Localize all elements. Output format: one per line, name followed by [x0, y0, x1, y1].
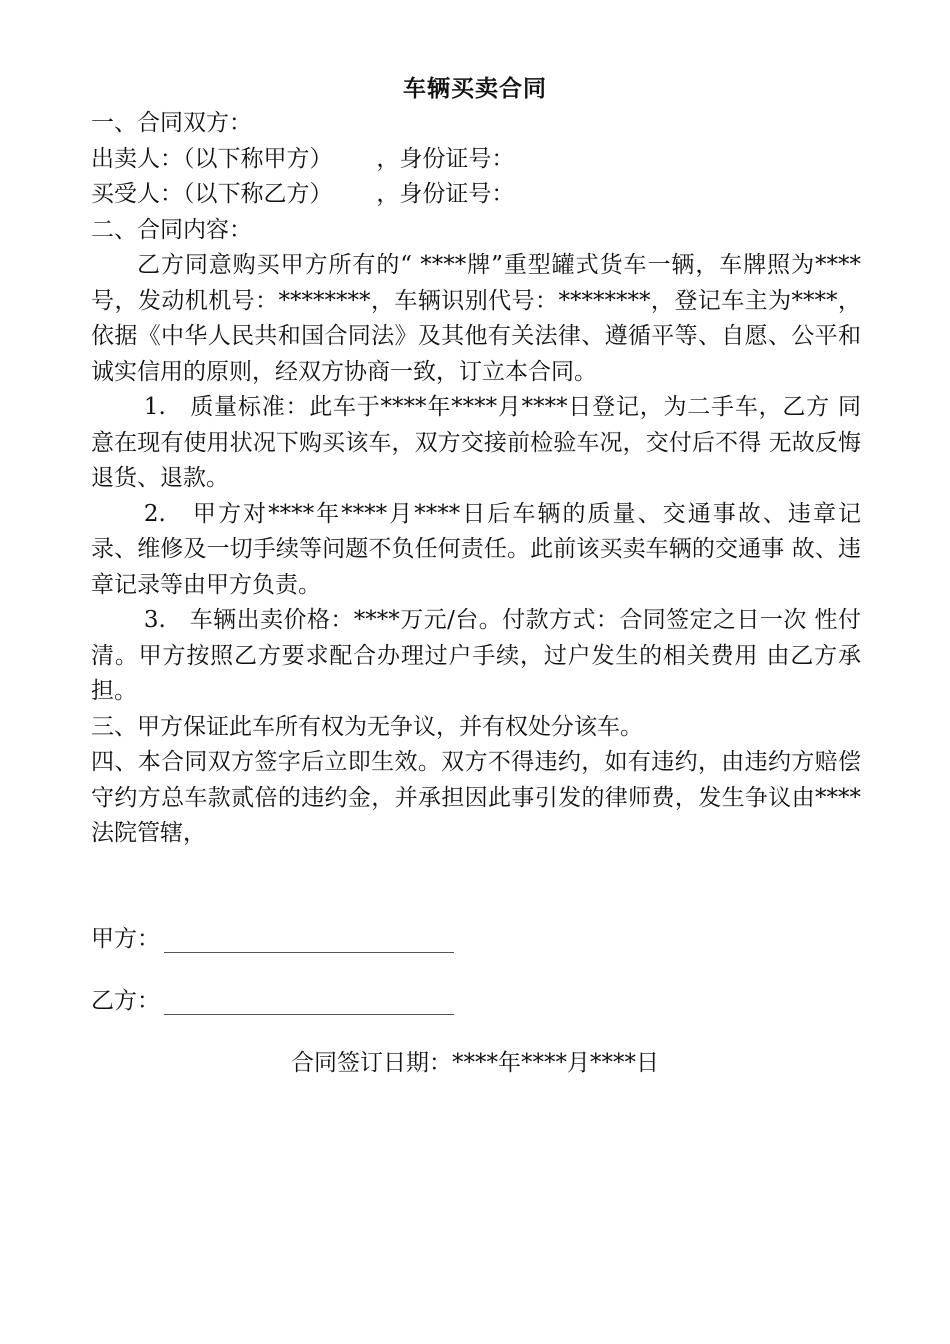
- party-a-signature-line: [164, 930, 454, 953]
- seller-line: 出卖人：（以下称甲方） ，身份证号：: [91, 145, 515, 172]
- contract-intro-paragraph: 乙方同意购买甲方所有的“ ****牌”重型罐式货车一辆，车牌照为****号，发动机机号：********，车辆识别代号：********，登记车主为****，依据《中华人民共和国合同法》及其他有关法律、遵循平等、自愿、公平和诚实信用的原则，经双方协商一致，订立本合同。: [91, 252, 861, 385]
- clause-price-payment: 3. 车辆出卖价格：****万元/台。付款方式：合同签定之日一次 性付清。甲方按照乙方要求配合办理过户手续，过户发生的相关费用 由乙方承担。: [91, 607, 861, 704]
- sign-date: 合同签订日期：****年****月****日: [291, 1050, 659, 1076]
- clause-liability: 2. 甲方对****年****月****日后车辆的质量、交通事故、违章记 录、维修及一切手续等问题不负任何责任。此前该买卖车辆的交通事 故、违章记录等由甲方负责。: [91, 500, 861, 598]
- party-b-signature: [91, 982, 454, 1015]
- party-b-label: 乙方：: [91, 988, 160, 1014]
- contract-body: [91, 106, 861, 852]
- party-a-signature: [91, 920, 454, 953]
- section2-heading: 二、合同内容：: [91, 216, 252, 243]
- section4-effect: 四、本合同双方签字后立即生效。双方不得违约，如有违约，由违约方赔偿守约方总车款贰倍的违约金，并承担因此事引发的律师费，发生争议由****法院管辖，: [91, 749, 861, 846]
- section3-ownership: 三、甲方保证此车所有权为无争议，并有权处分该车。: [91, 713, 643, 740]
- party-b-signature-line: [164, 992, 454, 1015]
- clause-quality-standard: 1. 质量标准：此车于****年****月****日登记，为二手车，乙方 同意在现有使用状况下购买该车，双方交接前检验车况，交付后不得 无故反悔退货、退款。: [91, 394, 861, 491]
- party-a-label: 甲方：: [91, 926, 160, 952]
- buyer-line: 买受人：（以下称乙方） ，身份证号：: [91, 181, 515, 207]
- document-title: 车辆买卖合同: [403, 75, 547, 102]
- section1-heading: 一、合同双方：: [91, 110, 252, 136]
